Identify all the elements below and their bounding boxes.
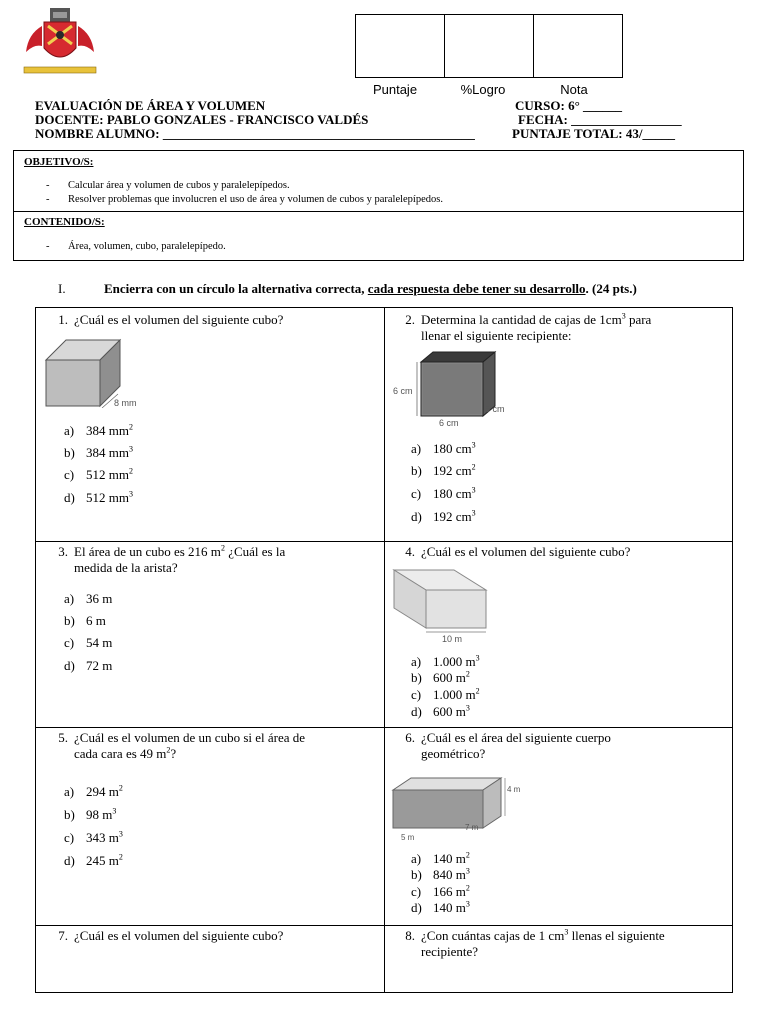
cube-figure-q4 [392,566,502,642]
option-q1-c[interactable]: c) 512 $mm^2$ [64,466,133,482]
option-q1-b[interactable]: b) 384 $mm^3$ [64,444,133,460]
prism-depth-label: 5 m [401,833,415,842]
exam-title: EVALUACIÓN DE ÁREA Y VOLUMEN [35,98,266,113]
question-2: 2. Determina la cantidad de cajas de $1cm^3$ para llenar el siguiente recipiente: [405,311,652,343]
score-label-nota: Nota [560,82,588,97]
prism-width-label: 7 m [465,823,479,832]
option-q4-a[interactable]: a) 1.000 $m^3$ [411,653,480,669]
score-cell-logro[interactable] [445,15,534,77]
box-figure-q2 [391,348,521,428]
question-4: 4. ¿Cuál es el volumen del siguiente cubo? [405,544,631,559]
option-q6-d[interactable]: d) 140 $m^3$ [411,899,470,915]
question-8: 8. ¿Con cuántas cajas de 1 $cm^3$ llenas el siguiente recipiente? [405,927,665,959]
prism-figure-q6 [391,776,521,842]
option-q1-d[interactable]: d) 512 $mm^3$ [64,489,133,505]
option-q5-b[interactable]: b) 98 $m^3$ [64,806,117,822]
objective-title: OBJETIVO/S: [24,156,94,168]
box-width-label: 6 cm [439,418,459,428]
option-q3-b[interactable]: b) 6 m [64,613,106,628]
score-label-puntaje: Puntaje [372,82,418,97]
date-line[interactable]: FECHA: _________________ [518,112,682,127]
option-q1-a[interactable]: a) 384 $mm^2$ [64,422,133,438]
option-q6-c[interactable]: c) 166 $m^2$ [411,883,470,899]
question-1: 1. ¿Cuál es el volumen del siguiente cubo? [58,312,284,327]
content-title: CONTENIDO/S: [24,216,105,228]
option-q2-d[interactable]: d) 192 $cm^3$ [411,508,476,524]
option-q5-a[interactable]: a) 294 $m^2$ [64,783,123,799]
student-name-line[interactable]: NOMBRE ALUMNO: ________________________________________________ [35,126,475,141]
option-q6-a[interactable]: a) 140 $m^2$ [411,850,470,866]
content-box [13,211,744,261]
cube-figure-q1 [44,336,144,408]
prism-height-label: 4 m [507,785,521,794]
option-q3-c[interactable]: c) 54 m [64,635,113,650]
objective-box [13,150,744,212]
cube-dimension-label: 8 mm [114,398,137,408]
content-item: - Área, volumen, cubo, paralelepípedo. [46,241,226,252]
question-7: 7. ¿Cuál es el volumen del siguiente cubo? [58,928,284,943]
objective-item: - Resolver problemas que involucren el uso de área y volumen de cubos y paralelepípedos. [46,194,443,205]
course-line[interactable]: CURSO: 6° ______ [515,98,623,113]
total-score-line: PUNTAJE TOTAL: 43/_____ [512,126,676,141]
objective-item: - Calcular área y volumen de cubos y paralelepípedos. [46,180,290,191]
teacher-line: DOCENTE: PABLO GONZALES - FRANCISCO VALDÉS [35,112,369,127]
option-q2-b[interactable]: b) 192 $cm^2$ [411,462,476,478]
option-q6-b[interactable]: b) 840 $m^3$ [411,866,470,882]
score-cell-puntaje[interactable] [356,15,445,77]
score-label-logro: %Logro [460,82,506,97]
question-5: 5. ¿Cuál es el volumen de un cubo si el área de cada cara es 49 $m^2$? [58,730,306,761]
school-crest-logo [20,4,100,78]
question-grid [35,307,733,993]
option-q4-b[interactable]: b) 600 $m^2$ [411,669,470,685]
question-6: 6. ¿Cuál es el área del siguiente cuerpo geométrico? [405,730,611,761]
option-q3-a[interactable]: a) 36 m [64,591,113,606]
box-height-label: 6 cm [393,386,413,396]
option-q4-d[interactable]: d) 600 $m^3$ [411,703,470,719]
score-cell-nota[interactable] [534,15,622,77]
option-q5-c[interactable]: c) 343 $m^3$ [64,829,123,845]
option-q4-c[interactable]: c) 1.000 $m^2$ [411,686,480,702]
section-instruction: I. Encierra con un círculo la alternativa correcta, cada respuesta debe tener su desarrollo. (24 pts.) [58,281,637,296]
option-q5-d[interactable]: d) 245 $m^2$ [64,852,123,868]
option-q2-a[interactable]: a) 180 $cm^3$ [411,440,476,456]
box-depth-label: 5 cm [485,404,505,414]
option-q2-c[interactable]: c) 180 $cm^3$ [411,485,476,501]
score-box [355,14,623,78]
option-q3-d[interactable]: d) 72 m [64,658,113,673]
cube-dimension-label: 10 m [442,634,463,642]
question-3: 3. El área de un cubo es 216 $m^2$ ¿Cuál es la medida de la arista? [58,543,286,575]
